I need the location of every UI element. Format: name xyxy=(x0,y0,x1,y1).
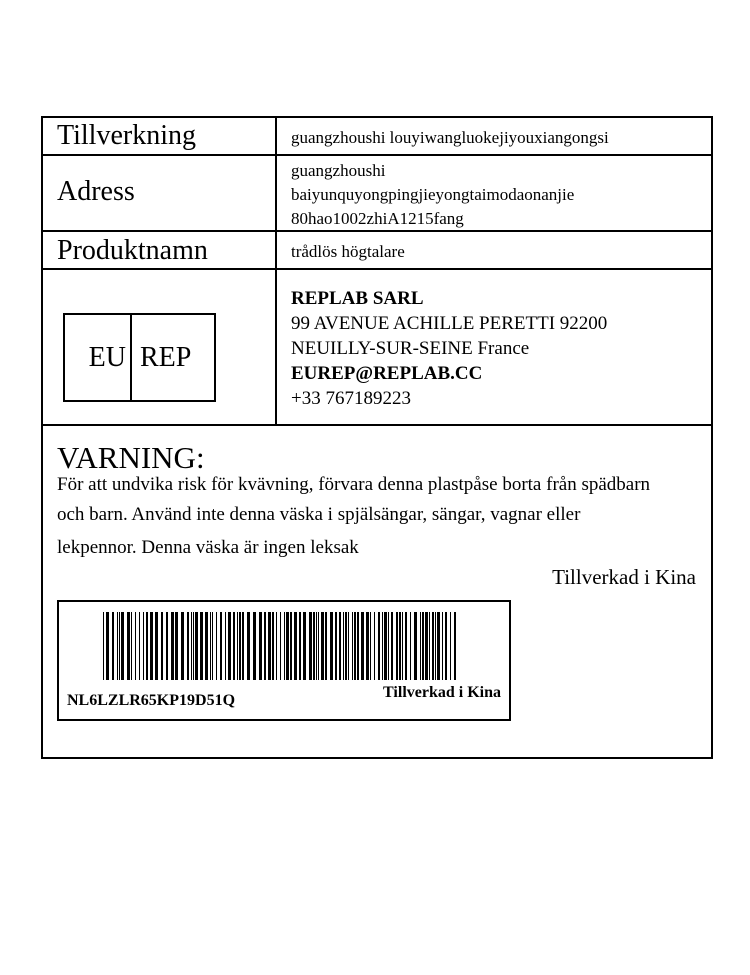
barcode-bar xyxy=(361,612,364,680)
barcode-bar xyxy=(119,612,120,680)
made-in-text: Tillverkad i Kina xyxy=(552,565,696,589)
barcode-bar xyxy=(121,612,124,680)
barcode-bar xyxy=(405,612,407,680)
rep-phone: +33 767189223 xyxy=(291,388,411,409)
warning-line-1: För att undvika risk för kvävning, förvara denna plastpåse borta från spädbarn xyxy=(57,474,651,495)
barcode-bar xyxy=(286,612,289,680)
barcode-bar xyxy=(216,612,217,680)
barcode-bar xyxy=(155,612,158,680)
barcode-bar xyxy=(316,612,317,680)
barcode-bar xyxy=(330,612,333,680)
barcode-bar xyxy=(242,612,244,680)
barcode-bar xyxy=(187,612,189,680)
barcode-code: NL6LZLR65KP19D51Q xyxy=(67,692,236,709)
barcode-bar xyxy=(402,612,403,680)
barcode-bar xyxy=(454,612,456,680)
barcode-bar xyxy=(445,612,447,680)
product-value: trådlös högtalare xyxy=(291,242,405,261)
address-value-cell xyxy=(277,156,711,230)
address-row xyxy=(43,156,711,232)
product-value-cell xyxy=(277,232,711,268)
barcode-bar xyxy=(357,612,359,680)
barcode-bar xyxy=(212,612,213,680)
barcode-bar xyxy=(103,612,104,680)
barcode-bar xyxy=(352,612,353,680)
barcode-bar xyxy=(228,612,231,680)
product-label: Produktnamn xyxy=(57,235,208,266)
address-lines xyxy=(291,159,574,231)
barcode-bar xyxy=(127,612,130,680)
barcode-icon xyxy=(103,612,463,680)
barcode-bar xyxy=(366,612,369,680)
barcode-bar xyxy=(166,612,168,680)
barcode-bar xyxy=(432,612,434,680)
ec-rep-details-cell xyxy=(277,270,711,424)
barcode-bar xyxy=(354,612,356,680)
barcode-bar xyxy=(374,612,375,680)
barcode-bar xyxy=(299,612,301,680)
barcode-bar xyxy=(442,612,443,680)
barcode-bar xyxy=(276,612,277,680)
eu-rep-symbol-right: REP xyxy=(140,341,192,373)
manufacturer-label-cell xyxy=(43,118,277,154)
barcode-bar xyxy=(345,612,347,680)
warning-line-2: och barn. Använd inte denna väska i spjälsängar, sängar, vagnar eller xyxy=(57,504,581,525)
address-label: Adress xyxy=(57,176,135,207)
barcode-bar xyxy=(112,612,114,680)
barcode-bar xyxy=(435,612,436,680)
barcode-bar xyxy=(382,612,383,680)
barcode-bar xyxy=(348,612,349,680)
barcode-bar xyxy=(117,612,118,680)
barcode-bar xyxy=(313,612,315,680)
barcode-bar xyxy=(225,612,226,680)
barcode-bar xyxy=(309,612,312,680)
address-line-2: baiyunquyongpingjieyongtaimodaonanjie xyxy=(291,185,575,204)
barcode-bar xyxy=(384,612,387,680)
barcode-bar xyxy=(391,612,393,680)
barcode-made-in: Tillverkad i Kina xyxy=(383,684,501,701)
warning-title: VARNING: xyxy=(57,440,205,475)
manufacturer-label: Tillverkning xyxy=(57,120,196,151)
barcode-bar xyxy=(193,612,194,680)
barcode-bar xyxy=(420,612,421,680)
barcode-bar xyxy=(396,612,398,680)
barcode-bar xyxy=(335,612,337,680)
barcode-bar xyxy=(139,612,140,680)
barcode-bar xyxy=(437,612,440,680)
address-line-1: guangzhoushi xyxy=(291,161,386,180)
barcode-bar xyxy=(303,612,306,680)
barcode-bar xyxy=(150,612,153,680)
barcode-bar xyxy=(247,612,250,680)
product-label xyxy=(41,116,713,759)
barcode-bar xyxy=(161,612,163,680)
barcode-bar xyxy=(268,612,271,680)
barcode-bar xyxy=(259,612,262,680)
barcode-bar xyxy=(339,612,341,680)
eu-rep-symbol-left: EU xyxy=(65,315,132,400)
barcode-bar xyxy=(370,612,371,680)
rep-city: NEUILLY-SUR-SEINE France xyxy=(291,338,530,359)
barcode-bar xyxy=(422,612,424,680)
barcode-bar xyxy=(294,612,297,680)
barcode-bar xyxy=(321,612,324,680)
barcode-bar xyxy=(325,612,327,680)
product-row xyxy=(43,232,711,270)
barcode-bar xyxy=(239,612,241,680)
barcode-bar xyxy=(135,612,136,680)
warning-line-3: lekpennor. Denna väska är ingen leksak xyxy=(57,537,359,558)
barcode-bar xyxy=(220,612,222,680)
address-label-cell xyxy=(43,156,277,230)
ec-rep-symbol-cell xyxy=(43,270,277,424)
warning-text xyxy=(57,474,707,567)
barcode-bar xyxy=(253,612,256,680)
rep-street: 99 AVENUE ACHILLE PERETTI 92200 xyxy=(291,313,608,334)
barcode-bar xyxy=(450,612,451,680)
manufacturer-value: guangzhoushi louyiwangluokejiyouxiangongsi xyxy=(291,128,609,147)
barcode-bar xyxy=(237,612,238,680)
barcode-bar xyxy=(146,612,148,680)
barcode-bar xyxy=(143,612,144,680)
barcode-bar xyxy=(425,612,428,680)
barcode-box xyxy=(57,600,511,721)
rep-email: EUREP@REPLAB.CC xyxy=(291,363,483,384)
barcode-bar xyxy=(181,612,184,680)
product-label-cell xyxy=(43,232,277,268)
barcode-bar xyxy=(175,612,178,680)
barcode-bar xyxy=(272,612,274,680)
barcode-bar xyxy=(410,612,411,680)
barcode-bar xyxy=(200,612,203,680)
manufacturer-row xyxy=(43,118,711,156)
barcode-bar xyxy=(195,612,198,680)
barcode-bar xyxy=(429,612,430,680)
ec-rep-row xyxy=(43,270,711,426)
barcode-bar xyxy=(414,612,417,680)
barcode-bar xyxy=(318,612,319,680)
barcode-bar xyxy=(280,612,281,680)
barcode-bar xyxy=(210,612,211,680)
barcode-bar xyxy=(106,612,109,680)
barcode-bar xyxy=(388,612,389,680)
ec-rep-details xyxy=(291,286,607,411)
manufacturer-value-cell xyxy=(277,118,711,154)
barcode-bar xyxy=(264,612,266,680)
eu-rep-symbol xyxy=(63,313,216,402)
barcode-bar xyxy=(171,612,174,680)
rep-company: REPLAB SARL xyxy=(291,288,424,309)
barcode-bar xyxy=(378,612,380,680)
address-line-3: 80hao1002zhiA1215fang xyxy=(291,209,464,228)
barcode-bar xyxy=(399,612,401,680)
barcode-bar xyxy=(290,612,292,680)
barcode-bar xyxy=(284,612,285,680)
barcode-bar xyxy=(205,612,208,680)
barcode-bar xyxy=(233,612,235,680)
barcode-bar xyxy=(131,612,132,680)
barcode-bar xyxy=(343,612,344,680)
barcode-bar xyxy=(191,612,192,680)
